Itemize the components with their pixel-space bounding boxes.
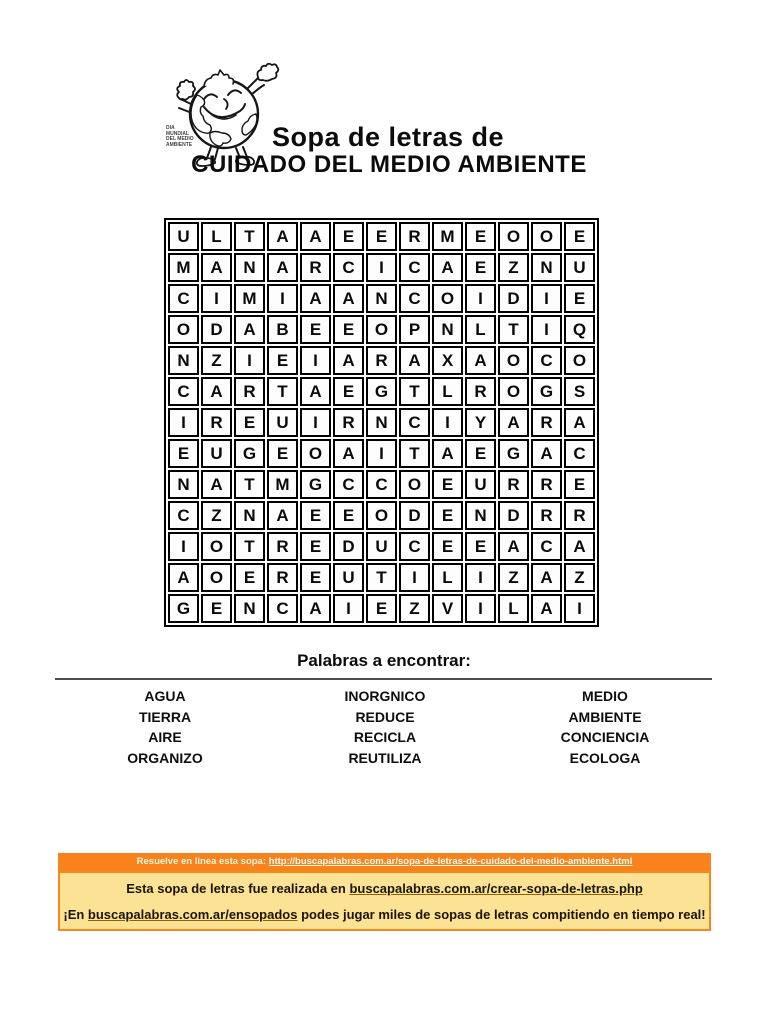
grid-cell: I bbox=[366, 439, 397, 468]
grid-cell: G bbox=[498, 439, 529, 468]
grid-cell: A bbox=[201, 253, 232, 282]
grid-cell: A bbox=[498, 532, 529, 561]
grid-cell: C bbox=[168, 284, 199, 313]
grid-cell: N bbox=[531, 253, 562, 282]
words-heading: Palabras a encontrar: bbox=[297, 651, 471, 670]
logo-caption: DIA MUNDIAL DEL MEDIO AMBIENTE bbox=[166, 125, 194, 148]
grid-cell: C bbox=[333, 470, 364, 499]
grid-cell: E bbox=[366, 594, 397, 623]
grid-cell: G bbox=[168, 594, 199, 623]
grid-cell: R bbox=[300, 253, 331, 282]
grid-cell: R bbox=[531, 408, 562, 437]
grid-cell: A bbox=[333, 284, 364, 313]
grid-cell: E bbox=[465, 532, 496, 561]
grid-cell: M bbox=[432, 222, 463, 251]
grid-cell: E bbox=[465, 253, 496, 282]
grid-cell: E bbox=[234, 563, 265, 592]
grid-cell: Z bbox=[498, 563, 529, 592]
grid-cell: N bbox=[366, 284, 397, 313]
grid-cell: U bbox=[333, 563, 364, 592]
grid-cell: O bbox=[399, 470, 430, 499]
grid-cell: I bbox=[531, 315, 562, 344]
grid-cell: O bbox=[498, 377, 529, 406]
grid-cell: E bbox=[564, 284, 595, 313]
grid-cell: U bbox=[267, 408, 298, 437]
grid-cell: N bbox=[234, 594, 265, 623]
grid-cell: A bbox=[300, 284, 331, 313]
grid-cell: A bbox=[201, 470, 232, 499]
grid-cell: I bbox=[531, 284, 562, 313]
grid-cell: D bbox=[201, 315, 232, 344]
grid-cell: R bbox=[234, 377, 265, 406]
grid-cell: I bbox=[465, 594, 496, 623]
grid-cell: I bbox=[333, 594, 364, 623]
grid-cell: A bbox=[531, 594, 562, 623]
credit-made-prefix: Esta sopa de letras fue realizada en bbox=[126, 881, 350, 896]
grid-cell: A bbox=[531, 563, 562, 592]
grid-cell: N bbox=[366, 408, 397, 437]
credit-play-suffix: podes jugar miles de sopas de letras compitiendo en tiempo real! bbox=[297, 907, 706, 922]
grid-cell: T bbox=[267, 377, 298, 406]
grid-cell: I bbox=[267, 284, 298, 313]
grid-cell: T bbox=[399, 439, 430, 468]
grid-cell: C bbox=[399, 532, 430, 561]
grid-cell: N bbox=[168, 346, 199, 375]
grid-cell: I bbox=[399, 563, 430, 592]
grid-cell: C bbox=[168, 501, 199, 530]
grid-cell: R bbox=[267, 563, 298, 592]
grid-row-4 bbox=[168, 315, 595, 344]
grid-cell: R bbox=[531, 470, 562, 499]
word-item: AMBIENTE bbox=[568, 708, 642, 725]
word-column-3 bbox=[495, 686, 715, 769]
grid-cell: R bbox=[333, 408, 364, 437]
grid-cell: G bbox=[300, 470, 331, 499]
grid-cell: I bbox=[300, 346, 331, 375]
grid-row-12 bbox=[168, 563, 595, 592]
grid-cell: Z bbox=[399, 594, 430, 623]
grid-cell: C bbox=[399, 408, 430, 437]
grid-cell: R bbox=[564, 501, 595, 530]
solve-online-prefix: Resuelve en linea esta sopa: bbox=[136, 856, 269, 867]
grid-cell: O bbox=[432, 284, 463, 313]
grid-cell: E bbox=[465, 222, 496, 251]
grid-cell: O bbox=[168, 315, 199, 344]
grid-row-13 bbox=[168, 594, 595, 623]
word-item: TIERRA bbox=[138, 708, 192, 725]
grid-cell: M bbox=[168, 253, 199, 282]
grid-cell: O bbox=[201, 532, 232, 561]
grid-cell: E bbox=[300, 315, 331, 344]
grid-cell: N bbox=[432, 315, 463, 344]
grid-cell: C bbox=[531, 346, 562, 375]
word-list bbox=[55, 686, 715, 769]
grid-cell: E bbox=[432, 532, 463, 561]
grid-cell: Q bbox=[564, 315, 595, 344]
word-column-1 bbox=[55, 686, 275, 769]
grid-cell: I bbox=[366, 253, 397, 282]
grid-row-3 bbox=[168, 284, 595, 313]
grid-cell: D bbox=[333, 532, 364, 561]
crear-sopa-link[interactable]: buscapalabras.com.ar/crear-sopa-de-letras.php bbox=[349, 881, 643, 896]
grid-cell: I bbox=[234, 346, 265, 375]
grid-cell: G bbox=[366, 377, 397, 406]
grid-cell: A bbox=[300, 222, 331, 251]
grid-cell: A bbox=[300, 594, 331, 623]
grid-cell: E bbox=[333, 222, 364, 251]
grid-cell: U bbox=[465, 470, 496, 499]
grid-cell: A bbox=[531, 439, 562, 468]
word-item: REDUCE bbox=[355, 708, 415, 725]
word-item: INORGNICO bbox=[344, 688, 426, 704]
grid-cell: U bbox=[564, 253, 595, 282]
grid-cell: A bbox=[168, 563, 199, 592]
grid-cell: T bbox=[366, 563, 397, 592]
grid-cell: N bbox=[234, 253, 265, 282]
grid-cell: Z bbox=[201, 501, 232, 530]
grid-cell: N bbox=[234, 501, 265, 530]
grid-cell: Z bbox=[498, 253, 529, 282]
grid-cell: C bbox=[531, 532, 562, 561]
grid-cell: C bbox=[168, 377, 199, 406]
word-search-grid bbox=[164, 218, 599, 627]
grid-cell: A bbox=[300, 377, 331, 406]
grid-cell: M bbox=[234, 284, 265, 313]
solve-online-banner bbox=[58, 853, 711, 871]
grid-cell: R bbox=[267, 532, 298, 561]
grid-cell: I bbox=[201, 284, 232, 313]
grid-cell: E bbox=[564, 222, 595, 251]
page-title-line1: Sopa de letras de bbox=[271, 122, 505, 152]
grid-cell: E bbox=[333, 501, 364, 530]
grid-cell: I bbox=[465, 563, 496, 592]
grid-cell: I bbox=[465, 284, 496, 313]
grid-cell: D bbox=[498, 501, 529, 530]
grid-cell: E bbox=[564, 470, 595, 499]
grid-cell: V bbox=[432, 594, 463, 623]
grid-cell: O bbox=[564, 346, 595, 375]
grid-row-2 bbox=[168, 253, 595, 282]
grid-row-8 bbox=[168, 439, 595, 468]
grid-cell: L bbox=[201, 222, 232, 251]
grid-cell: G bbox=[234, 439, 265, 468]
grid-cell: A bbox=[333, 439, 364, 468]
grid-cell: E bbox=[366, 222, 397, 251]
grid-cell: A bbox=[564, 408, 595, 437]
grid-cell: C bbox=[399, 253, 430, 282]
grid-cell: R bbox=[465, 377, 496, 406]
word-item: ECOLOGA bbox=[569, 750, 641, 767]
grid-cell: C bbox=[267, 594, 298, 623]
grid-cell: G bbox=[531, 377, 562, 406]
word-item: ORGANIZO bbox=[127, 750, 203, 767]
grid-cell: D bbox=[399, 501, 430, 530]
grid-cell: E bbox=[201, 594, 232, 623]
grid-cell: I bbox=[300, 408, 331, 437]
grid-cell: A bbox=[399, 346, 430, 375]
grid-cell: I bbox=[432, 408, 463, 437]
grid-cell: E bbox=[267, 439, 298, 468]
grid-cell: T bbox=[234, 222, 265, 251]
grid-cell: U bbox=[168, 222, 199, 251]
grid-cell: L bbox=[498, 594, 529, 623]
grid-cell: A bbox=[432, 253, 463, 282]
grid-cell: E bbox=[300, 563, 331, 592]
grid-cell: T bbox=[399, 377, 430, 406]
grid-cell: E bbox=[168, 439, 199, 468]
grid-cell: R bbox=[531, 501, 562, 530]
grid-cell: I bbox=[168, 532, 199, 561]
grid-cell: E bbox=[234, 408, 265, 437]
grid-cell: R bbox=[366, 346, 397, 375]
grid-cell: D bbox=[498, 284, 529, 313]
grid-cell: Z bbox=[201, 346, 232, 375]
grid-cell: R bbox=[399, 222, 430, 251]
grid-cell: U bbox=[366, 532, 397, 561]
grid-cell: C bbox=[399, 284, 430, 313]
grid-cell: O bbox=[300, 439, 331, 468]
grid-row-5 bbox=[168, 346, 595, 375]
grid-cell: E bbox=[432, 470, 463, 499]
word-item: AIRE bbox=[148, 729, 182, 746]
grid-cell: E bbox=[300, 532, 331, 561]
grid-cell: X bbox=[432, 346, 463, 375]
grid-cell: L bbox=[432, 563, 463, 592]
word-column-2 bbox=[275, 686, 495, 769]
grid-cell: C bbox=[366, 470, 397, 499]
grid-cell: E bbox=[333, 315, 364, 344]
solve-online-url-link[interactable]: http://buscapalabras.com.ar/sopa-de-letras-de-cuidado-del-medio-ambiente.html bbox=[268, 856, 633, 867]
grid-cell: E bbox=[333, 377, 364, 406]
grid-cell: A bbox=[234, 315, 265, 344]
grid-row-11 bbox=[168, 532, 595, 561]
grid-cell: T bbox=[498, 315, 529, 344]
grid-row-1 bbox=[168, 222, 595, 251]
grid-row-9 bbox=[168, 470, 595, 499]
grid-cell: A bbox=[465, 346, 496, 375]
word-item: CONCIENCIA bbox=[560, 729, 650, 746]
grid-cell: U bbox=[201, 439, 232, 468]
grid-cell: T bbox=[234, 532, 265, 561]
credit-line-play bbox=[60, 902, 709, 928]
grid-cell: R bbox=[201, 408, 232, 437]
grid-cell: O bbox=[498, 346, 529, 375]
grid-cell: E bbox=[432, 501, 463, 530]
grid-cell: P bbox=[399, 315, 430, 344]
grid-row-10 bbox=[168, 501, 595, 530]
grid-cell: A bbox=[564, 532, 595, 561]
grid-row-7 bbox=[168, 408, 595, 437]
grid-cell: R bbox=[498, 470, 529, 499]
grid-cell: E bbox=[300, 501, 331, 530]
word-item: RECICLA bbox=[353, 729, 417, 746]
credit-line-made bbox=[60, 873, 709, 902]
grid-cell: M bbox=[267, 470, 298, 499]
grid-cell: I bbox=[168, 408, 199, 437]
grid-cell: O bbox=[366, 315, 397, 344]
grid-cell: C bbox=[564, 439, 595, 468]
grid-cell: L bbox=[465, 315, 496, 344]
ensopados-link[interactable]: buscapalabras.com.ar/ensopados bbox=[87, 907, 298, 922]
grid-cell: T bbox=[234, 470, 265, 499]
grid-cell: Y bbox=[465, 408, 496, 437]
grid-cell: A bbox=[267, 222, 298, 251]
grid-cell: N bbox=[168, 470, 199, 499]
grid-cell: N bbox=[465, 501, 496, 530]
word-item: MEDIO bbox=[582, 688, 628, 704]
grid-cell: O bbox=[531, 222, 562, 251]
grid-cell: O bbox=[498, 222, 529, 251]
grid-cell: A bbox=[201, 377, 232, 406]
word-item: AGUA bbox=[144, 688, 186, 704]
grid-row-6 bbox=[168, 377, 595, 406]
grid-cell: A bbox=[333, 346, 364, 375]
grid-cell: E bbox=[267, 346, 298, 375]
credit-play-prefix: ¡En bbox=[63, 907, 88, 922]
grid-cell: S bbox=[564, 377, 595, 406]
grid-cell: E bbox=[465, 439, 496, 468]
credits-banner bbox=[58, 871, 711, 931]
grid-cell: A bbox=[498, 408, 529, 437]
grid-cell: A bbox=[267, 501, 298, 530]
grid-cell: O bbox=[366, 501, 397, 530]
grid-cell: A bbox=[432, 439, 463, 468]
grid-cell: L bbox=[432, 377, 463, 406]
grid-cell: B bbox=[267, 315, 298, 344]
grid-cell: O bbox=[201, 563, 232, 592]
grid-cell: C bbox=[333, 253, 364, 282]
grid-cell: I bbox=[564, 594, 595, 623]
grid-cell: A bbox=[267, 253, 298, 282]
divider-line bbox=[55, 678, 712, 680]
grid-cell: Z bbox=[564, 563, 595, 592]
word-item: REUTILIZA bbox=[348, 750, 422, 767]
page-title-line2: CUIDADO DEL MEDIO AMBIENTE bbox=[191, 151, 587, 178]
